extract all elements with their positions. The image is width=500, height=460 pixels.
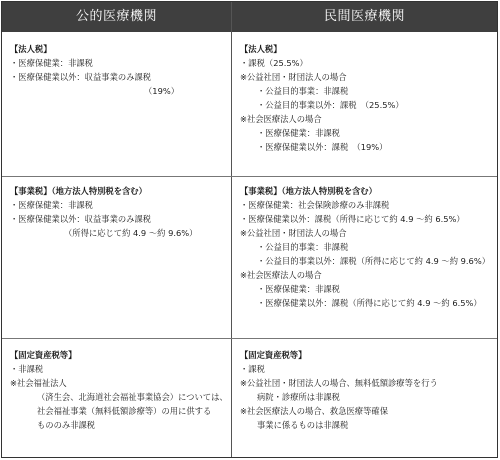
text-line: ・医療保健業：非課税 (10, 58, 93, 68)
section-title: 【固定資産税等】 (10, 350, 77, 360)
text-line: ・公益目的事業以外：課税（所得に応じて約 4.9 〜約 9.6%） (257, 256, 491, 266)
text-line: ・医療保健業：社会保険診療のみ非課税 (240, 200, 390, 210)
text-line: ・公益目的事業以外：課税 （25.5%） (257, 100, 404, 110)
text-line: ※社会福祉法人 (10, 378, 67, 388)
header-private-institutions: 民間医療機関 (232, 2, 497, 32)
private-business-tax-cell (240, 184, 490, 310)
text-line: 病院・診療所は非課税 (257, 392, 340, 402)
text-line: ・公益目的事業：非課税 (257, 242, 349, 252)
public-fixed-asset-tax-cell (10, 348, 228, 432)
text-line: もののみ非課税 (37, 420, 96, 430)
section-title: 【事業税】（地方法人特別税を含む） (10, 186, 147, 196)
text-line: ・医療保健業以外：課税（所得に応じて約 4.9 〜約 6.5%） (240, 214, 465, 224)
text-line: ・医療保健業以外：課税 （19%） (257, 142, 388, 152)
text-line: ※社会医療法人の場合 (240, 114, 322, 124)
private-fixed-asset-tax-cell (240, 348, 438, 432)
header-public-institutions: 公的医療機関 (2, 2, 231, 32)
text-line: ・医療保健業以外：収益事業のみ課税 (10, 214, 152, 224)
text-line: ※社会医療法人の場合、救急医療等確保 (240, 406, 389, 416)
section-title: 【法人税】 (240, 44, 282, 54)
text-line: ・医療保健業：非課税 (10, 200, 93, 210)
text-line: ※社会医療法人の場合 (240, 270, 322, 280)
section-title: 【事業税】（地方法人特別税を含む） (240, 186, 377, 196)
text-line: ・非課税 (10, 364, 44, 374)
private-corporate-tax-cell (240, 42, 404, 154)
text-line: 事業に係るものは非課税 (257, 420, 349, 430)
text-line: ※公益社団・財団法人の場合 (240, 72, 347, 82)
public-corporate-tax-cell (10, 42, 179, 98)
column-divider (231, 2, 232, 457)
public-business-tax-cell (10, 184, 197, 240)
row-divider-2 (2, 338, 497, 339)
text-line: ・課税 (240, 364, 265, 374)
text-line: （19%） (144, 86, 180, 96)
row-divider-1 (2, 176, 497, 177)
text-line: ・医療保健業：非課税 (257, 128, 340, 138)
text-line: ・課税（25.5%） (240, 58, 308, 68)
text-line: 社会福祉事業（無料低額診療等）の用に供する (37, 406, 212, 416)
text-line: （済生会、北海道社会福祉事業協会）については、 (37, 392, 228, 402)
text-line: ・公益目的事業：非課税 (257, 86, 349, 96)
text-line: ・医療保健業：非課税 (257, 284, 340, 294)
comparison-table (1, 1, 498, 458)
text-line: （所得に応じて約 4.9 〜約 9.6%） (64, 228, 198, 238)
section-title: 【固定資産税等】 (240, 350, 307, 360)
text-line: ※公益社団・財団法人の場合 (240, 228, 347, 238)
text-line: ※公益社団・財団法人の場合、無料低額診療等を行う (240, 378, 438, 388)
text-line: ・医療保健業以外：収益事業のみ課税 (10, 72, 152, 82)
text-line: ・医療保健業以外：課税（所得に応じて約 4.9 〜約 6.5%） (257, 298, 482, 308)
section-title: 【法人税】 (10, 44, 52, 54)
